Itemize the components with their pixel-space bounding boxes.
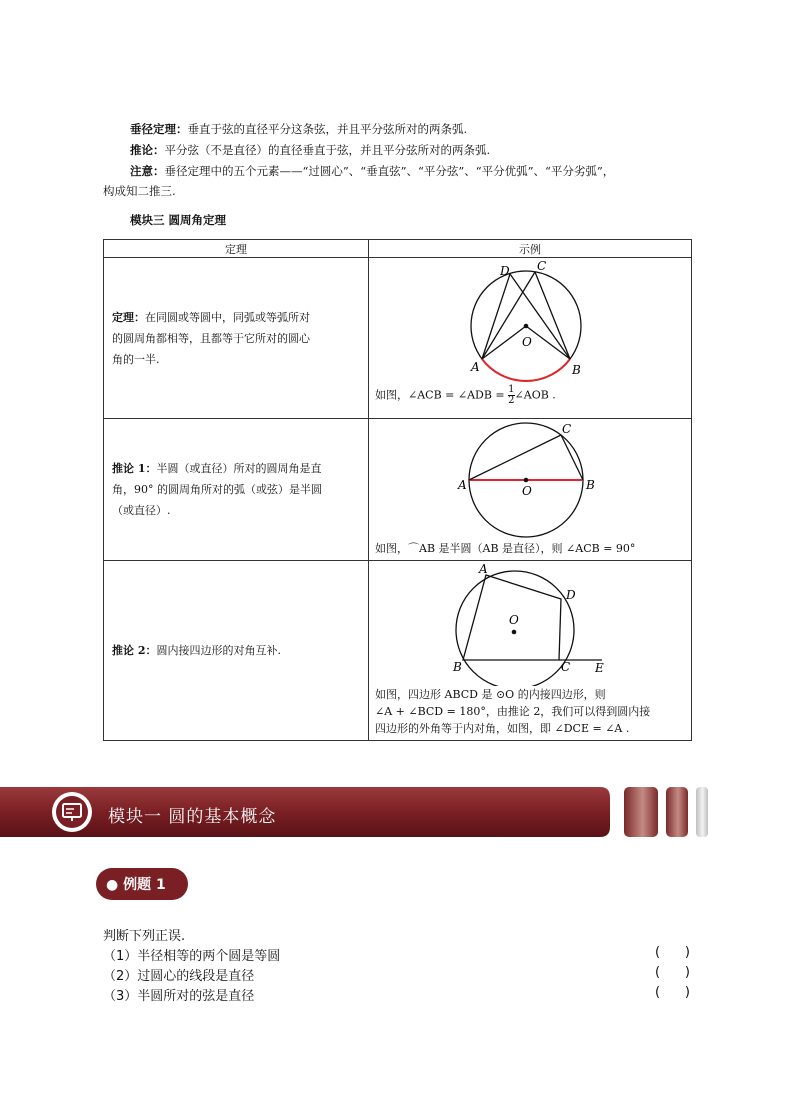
question-item: （2）过圆心的线段是直径	[103, 969, 255, 984]
caption-line-2: ∠A + ∠BCD = 180°，由推论 2，我们可以得到圆内接	[375, 705, 651, 718]
caption-line-1: 如图，四边形 ABCD 是 ⊙O 的内接四边形，则	[375, 688, 606, 701]
perp-theorem	[130, 121, 467, 137]
note-label: 注意：	[130, 164, 165, 178]
theorem-caption	[375, 385, 556, 406]
point-label-D: D	[500, 264, 510, 278]
question-item: （3）半圆所对的弦是直径	[103, 989, 255, 1004]
question-item: （1）半径相等的两个圆是等圆	[103, 949, 281, 964]
corollary2-caption	[375, 686, 650, 737]
theorem-cell	[104, 419, 369, 561]
point-label-B: B	[572, 363, 581, 377]
corollary2-label: 推论 2：	[112, 644, 157, 657]
example-label-text: 例题 1	[123, 877, 166, 893]
point-label-C: C	[562, 422, 572, 436]
theorem-text	[104, 307, 368, 370]
theorem-cell	[104, 561, 369, 741]
module-title: 模块一 圆的基本概念	[108, 807, 277, 827]
fraction-numerator: 1	[508, 384, 515, 395]
answer-blank[interactable]: ( )	[655, 965, 690, 980]
table-row	[104, 561, 692, 741]
point-label-B: B	[586, 478, 595, 492]
theorem-cell	[104, 258, 369, 419]
semicircle-figure	[369, 419, 692, 544]
table-row	[104, 419, 692, 561]
point-label-C: C	[561, 660, 571, 674]
corollary-label: 推论：	[130, 143, 165, 157]
point-label-B: B	[453, 660, 462, 674]
note-text: 垂径定理中的五个元素——“过圆心”、“垂直弦”、“平分弦”、“平分优弧”、“平分劣弧”，	[164, 164, 615, 178]
answer-blank[interactable]: ( )	[655, 945, 690, 960]
example-cell	[369, 561, 692, 741]
corollary1-line-3: （或直径）.	[112, 504, 171, 517]
point-label-O: O	[522, 335, 532, 349]
point-label-E: E	[595, 661, 604, 675]
corollary2-text	[104, 640, 368, 661]
example-cell	[369, 258, 692, 419]
example-label: ● 例题 1	[106, 877, 166, 893]
point-label-D: D	[566, 588, 576, 602]
fraction-denominator: 2	[508, 395, 515, 406]
table-header-row	[104, 240, 692, 258]
theorem-line-1: 在同圆或等圆中，同弧或等弧所对	[145, 310, 310, 324]
perp-corollary	[130, 142, 490, 158]
corollary1-text	[104, 458, 368, 521]
corollary2-line-1: 圆内接四边形的对角互补.	[156, 644, 281, 657]
point-label-O: O	[522, 484, 532, 498]
header-example: 示例	[369, 240, 692, 258]
table-row	[104, 258, 692, 419]
answer-blank[interactable]: ( )	[655, 985, 690, 1000]
point-label-A: A	[479, 562, 488, 576]
theorem-line-3: 角的一半.	[112, 352, 160, 366]
inscribed-angle-figure	[369, 260, 692, 390]
theorem-label: 定理：	[112, 310, 145, 324]
point-label-A: A	[471, 360, 480, 374]
corollary1-caption: 如图，⌒AB 是半圆（AB 是直径），则 ∠ACB = 90°	[375, 542, 636, 555]
corollary1-label: 推论 1：	[112, 462, 157, 475]
caption-line-3: 四边形的外角等于内对角，如图，即 ∠DCE = ∠A .	[375, 722, 630, 735]
module3-heading: 模块三 圆周角定理	[130, 213, 227, 227]
corollary1-line-1: 半圆（或直径）所对的圆周角是直	[156, 462, 322, 475]
perp-theorem-label: 垂径定理：	[130, 122, 188, 136]
corollary1-line-2: 角，90° 的圆周角所对的弧（或弦）是半圆	[112, 483, 322, 496]
point-label-A: A	[458, 478, 467, 492]
caption-pre: 如图，∠ACB = ∠ADB =	[375, 388, 505, 402]
point-label-C: C	[537, 260, 547, 273]
perp-theorem-text: 垂直于弦的直径平分这条弦，并且平分弦所对的两条弧.	[187, 122, 468, 136]
theorem-table	[103, 239, 692, 741]
caption-post: ∠AOB .	[514, 388, 556, 402]
decorative-tabs	[622, 785, 712, 839]
perp-note	[130, 163, 614, 179]
header-theorem: 定理	[104, 240, 369, 258]
corollary-text: 平分弦（不是直径）的直径垂直于弦，并且平分弦所对的两条弧.	[164, 143, 491, 157]
cyclic-quadrilateral-figure	[369, 561, 692, 686]
module-banner	[0, 787, 610, 837]
perp-note-continued: 构成知二推三.	[103, 184, 176, 198]
theorem-line-2: 的圆周角都相等，且都等于它所对的圆心	[112, 331, 310, 345]
example-cell	[369, 419, 692, 561]
question-prompt: 判断下列正误.	[103, 929, 186, 944]
point-label-O: O	[509, 613, 519, 627]
